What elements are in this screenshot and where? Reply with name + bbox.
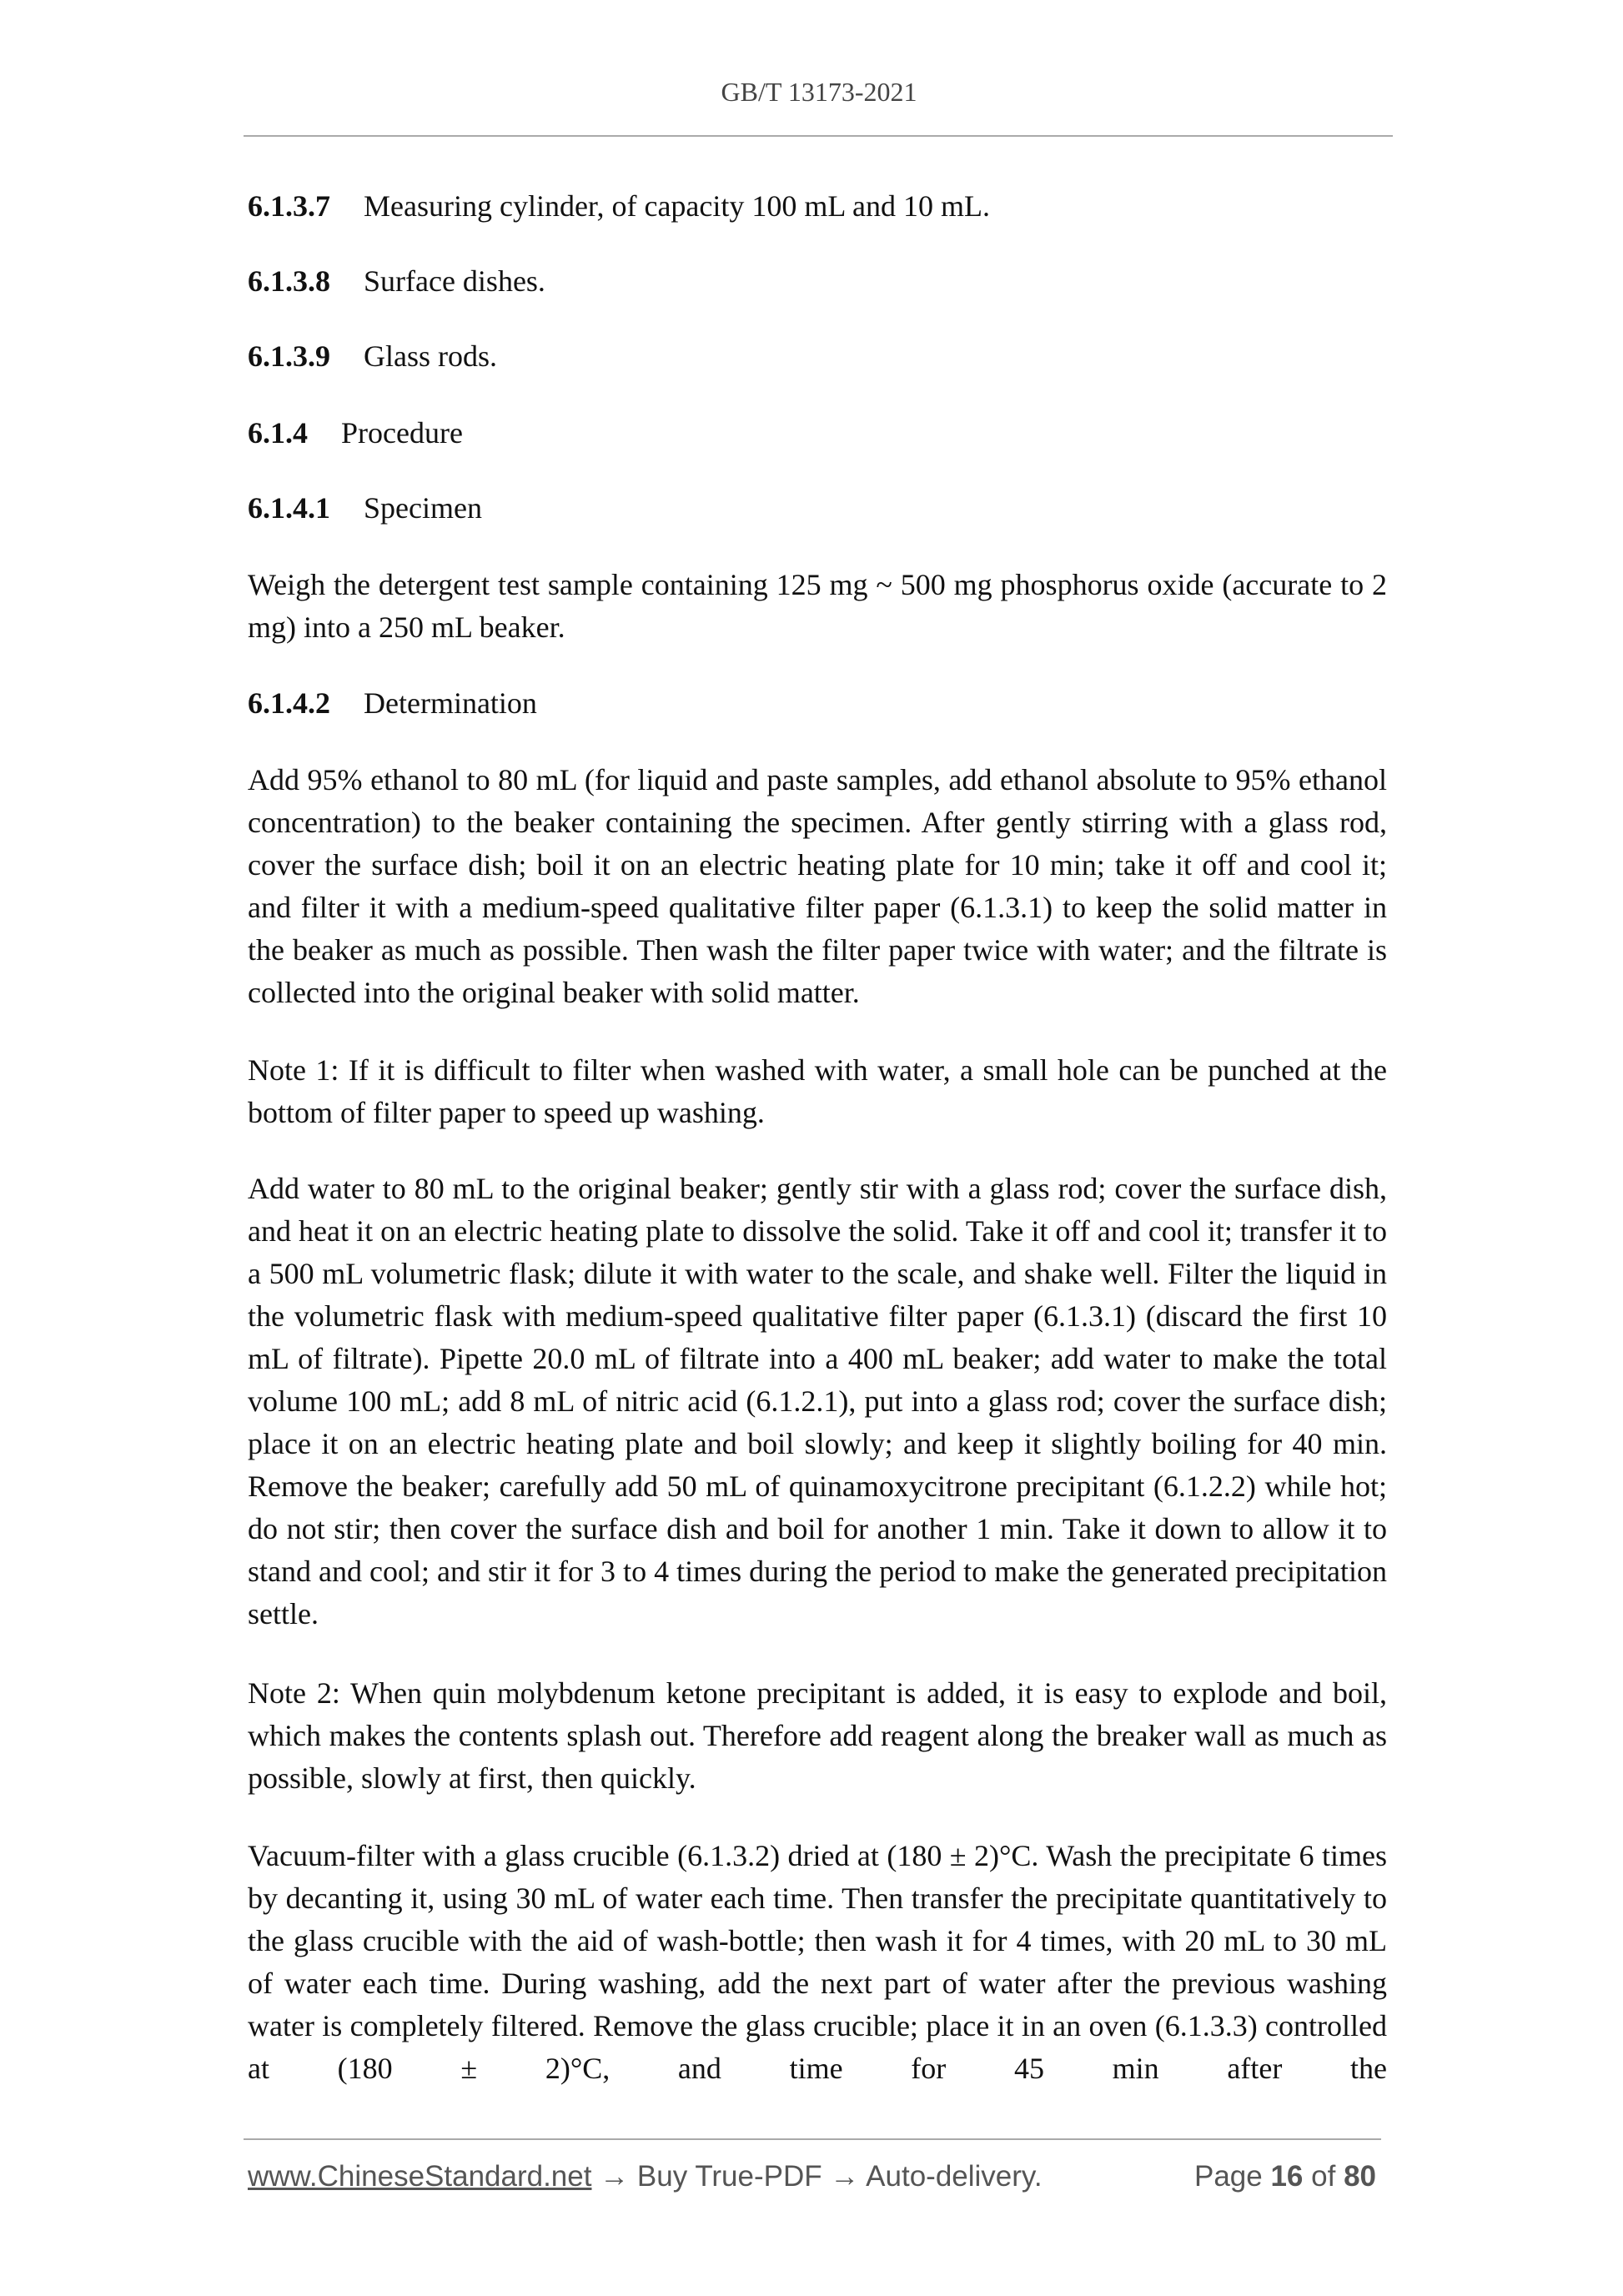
clause-number: 6.1.3.7	[248, 189, 330, 223]
website-link[interactable]: www.ChineseStandard.net	[248, 2160, 592, 2193]
clause-6-1-4-1	[248, 487, 1387, 530]
clause-title: Glass rods.	[364, 339, 497, 373]
clause-title: Measuring cylinder, of capacity 100 mL and 10 mL.	[364, 189, 991, 223]
clause-6-1-4	[248, 412, 1387, 455]
clause-title: Specimen	[364, 491, 482, 525]
paragraph-determination-2: Add water to 80 mL to the original beaker; gently stir with a glass rod; cover the surface dish, and heat it on an electric heating plate to dissolve the solid. Take it off and cool it; transfer it to a 500 mL volumetric flask; dilute it with water to the scale, and shake well. Filter the liquid in the volumetric flask with medium-speed qualitative filter paper (6.1.3.1) (discard the first 10 mL of filtrate). Pipette 20.0 mL of filtrate into a 400 mL beaker; add water to make the total volume 100 mL; add 8 mL of nitric acid (6.1.2.1), put into a glass rod; cover the surface dish; place it on an electric heating plate and boil slowly; and keep it slightly boiling for 40 min. Remove the beaker; carefully add 50 mL of quinamoxycitrone precipitant (6.1.2.2) while hot; do not stir; then cover the surface dish and boil for another 1 min. Take it down to allow it to stand and cool; and stir it for 3 to 4 times during the period to make the generated precipitation settle.	[248, 1172, 1387, 1630]
clause-6-1-4-2	[248, 682, 1387, 725]
of-label: of	[1311, 2160, 1336, 2193]
clause-title: Procedure	[341, 416, 463, 450]
clause-title: Determination	[364, 686, 537, 720]
clause-number: 6.1.3.8	[248, 264, 330, 298]
page-indicator	[1194, 2160, 1376, 2193]
header-divider	[244, 135, 1393, 137]
clause-6-1-3-9	[248, 335, 1387, 378]
clause-6-1-3-7	[248, 185, 1387, 228]
clause-6-1-3-8	[248, 260, 1387, 303]
clause-number: 6.1.4.1	[248, 491, 330, 525]
clause-number: 6.1.4.2	[248, 686, 330, 720]
page-label: Page	[1193, 2160, 1263, 2193]
paragraph-specimen: Weigh the detergent test sample containing 125 mg ~ 500 mg phosphorus oxide (accurate to 2 mg) into a 250 mL beaker.	[248, 568, 1387, 644]
document-id-header: GB/T 13173-2021	[721, 77, 917, 107]
footer-promo	[248, 2160, 1043, 2193]
footer-divider	[244, 2138, 1381, 2140]
total-pages: 80	[1344, 2160, 1376, 2193]
clause-title: Surface dishes.	[364, 264, 545, 298]
paragraph-determination-3: Vacuum-filter with a glass crucible (6.1.3.2) dried at (180 ± 2)°C. Wash the precipitate 6 times by decanting it, using 30 mL of water each time. Then transfer the precipitate quantitatively to the glass crucible with the aid of wash-bottle; then wash it for 4 times, with 20 mL to 30 mL of water each time. During washing, add the next part of water after the previous washing water is completely filtered. Remove the glass crucible; place it in an oven (6.1.3.3) controlled at (180 ± 2)°C, and time for 45 min after the	[248, 1839, 1387, 2085]
page-number: 16	[1270, 2160, 1304, 2193]
clause-number: 6.1.4	[248, 416, 308, 450]
footer-promo-text: → Buy True-PDF → Auto-delivery.	[591, 2160, 1043, 2193]
note-1: Note 1: If it is difficult to filter when washed with water, a small hole can be punched at the bottom of filter paper to speed up washing.	[248, 1053, 1387, 1129]
paragraph-determination-1: Add 95% ethanol to 80 mL (for liquid and paste samples, add ethanol absolute to 95% ethanol concentration) to the beaker containing the specimen. After gently stirring with a glass rod, cover the surface dish; boil it on an electric heating plate for 10 min; take it off and cool it; and filter it with a medium-speed qualitative filter paper (6.1.3.1) to keep the solid matter in the beaker as much as possible. Then wash the filter paper twice with water; and the filtrate is collected into the original beaker with solid matter.	[248, 763, 1387, 1009]
note-2: Note 2: When quin molybdenum ketone precipitant is added, it is easy to explode and boil, which makes the contents splash out. Therefore add reagent along the breaker wall as much as possible, slowly at first, then quickly.	[248, 1676, 1387, 1795]
clause-number: 6.1.3.9	[248, 339, 330, 373]
